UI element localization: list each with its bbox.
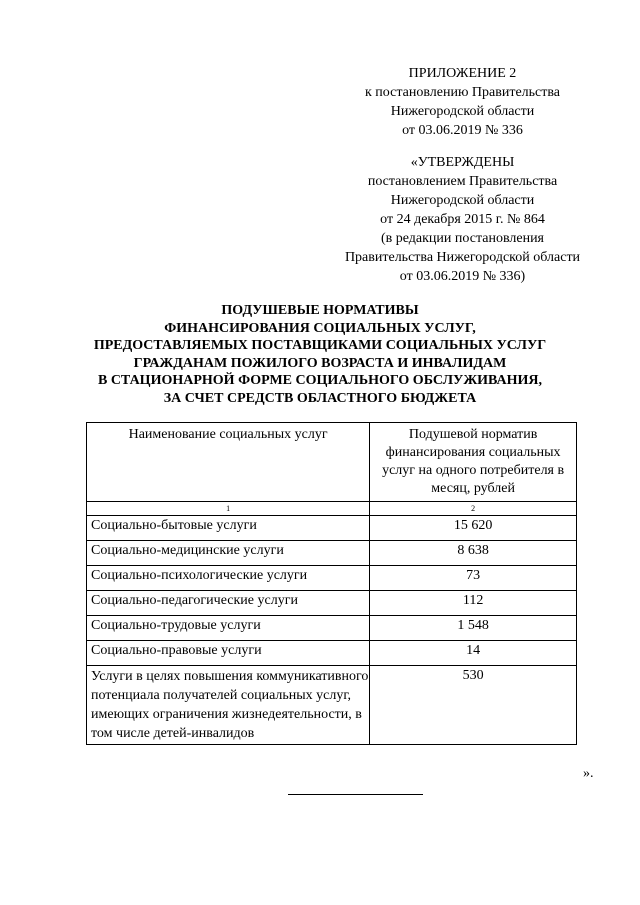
- norm-value: 112: [370, 591, 577, 616]
- column-number-1: 1: [87, 502, 370, 516]
- approval-line: постановлением Правительства: [367, 174, 558, 189]
- appendix-line: от 03.06.2019 № 336: [402, 123, 523, 138]
- appendix-line: Нижегородской области: [390, 104, 535, 119]
- column-number-row: [87, 502, 577, 516]
- title-line: ПОДУШЕВЫЕ НОРМАТИВЫ: [221, 303, 419, 318]
- title-line: ГРАЖДАНАМ ПОЖИЛОГО ВОЗРАСТА И ИНВАЛИДАМ: [133, 355, 507, 371]
- approval-line: от 24 декабря 2015 г. № 864: [380, 212, 545, 227]
- norm-value: 15 620: [370, 516, 577, 541]
- approval-line: «УТВЕРЖДЕНЫ: [410, 155, 515, 170]
- service-name: Социально-психологические услуги: [87, 566, 370, 591]
- column-header-norm-text: Подушевой норматив финансирования социальных услуг на одного потребителя в месяц, рублей: [382, 427, 565, 496]
- title-line: ЗА СЧЕТ СРЕДСТВ ОБЛАСТНОГО БЮДЖЕТА: [163, 390, 477, 406]
- service-name: Социально-бытовые услуги: [87, 516, 370, 541]
- appendix-line: ПРИЛОЖЕНИЕ 2: [408, 66, 517, 81]
- table-row: [87, 541, 577, 566]
- service-name: Социально-правовые услуги: [87, 641, 370, 666]
- column-header-norm: [370, 423, 577, 502]
- approval-line: от 03.06.2019 № 336): [399, 269, 526, 284]
- table-row: [87, 516, 577, 541]
- service-name: Социально-трудовые услуги: [87, 616, 370, 641]
- service-name: Услуги в целях повышения коммуникативного потенциала получателей социальных услуг, имеющих ограничения жизнедеятельности, в том числе детей-инвалидов: [87, 666, 370, 745]
- appendix-block: [300, 64, 625, 140]
- norm-value: 1 548: [370, 616, 577, 641]
- table-row: [87, 616, 577, 641]
- norm-value: 530: [370, 666, 577, 745]
- table-row: [87, 566, 577, 591]
- document-title: [40, 302, 600, 408]
- table-row: [87, 666, 577, 745]
- closing-quote: ».: [583, 766, 594, 781]
- table-row: [87, 641, 577, 666]
- column-header-services-text: Наименование социальных услуг: [128, 427, 328, 442]
- column-header-services: [87, 423, 370, 502]
- appendix-line: к постановлению Правительства: [364, 85, 561, 100]
- norm-value: 14: [370, 641, 577, 666]
- title-line: ФИНАНСИРОВАНИЯ СОЦИАЛЬНЫХ УСЛУГ,: [164, 320, 476, 336]
- table-row: [87, 591, 577, 616]
- title-line: В СТАЦИОНАРНОЙ ФОРМЕ СОЦИАЛЬНОГО ОБСЛУЖИВАНИЯ,: [97, 373, 543, 389]
- approval-block: [300, 153, 625, 286]
- norm-value: 73: [370, 566, 577, 591]
- norm-value: 8 638: [370, 541, 577, 566]
- approval-line: Правительства Нижегородской области: [344, 250, 581, 265]
- end-divider: [288, 794, 423, 795]
- approval-line: Нижегородской области: [390, 193, 535, 208]
- norms-table: [86, 422, 577, 745]
- table-header-row: [87, 423, 577, 502]
- approval-line: (в редакции постановления: [380, 231, 545, 246]
- service-name: Социально-педагогические услуги: [87, 591, 370, 616]
- column-number-2: 2: [370, 502, 577, 516]
- service-name: Социально-медицинские услуги: [87, 541, 370, 566]
- title-line: ПРЕДОСТАВЛЯЕМЫХ ПОСТАВЩИКАМИ СОЦИАЛЬНЫХ УСЛУГ: [93, 338, 547, 354]
